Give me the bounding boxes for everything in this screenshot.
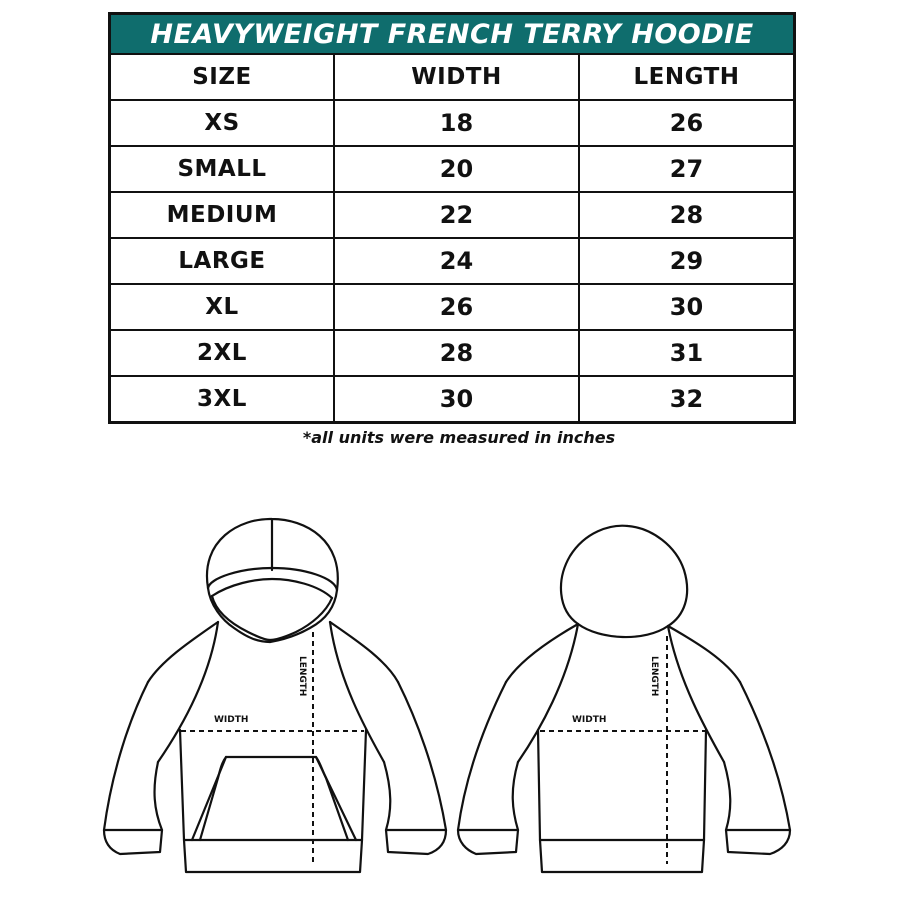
front-width-label: WIDTH	[214, 715, 249, 725]
table-header-row	[110, 54, 795, 100]
cell-width: 20	[334, 146, 579, 192]
cell-width: 22	[334, 192, 579, 238]
cell-size: 3XL	[110, 376, 335, 423]
cell-size: MEDIUM	[110, 192, 335, 238]
cell-width: 28	[334, 330, 579, 376]
cell-length: 29	[579, 238, 795, 284]
cell-length: 26	[579, 100, 795, 146]
cell-width: 24	[334, 238, 579, 284]
cell-size: SMALL	[110, 146, 335, 192]
table-row	[110, 100, 795, 146]
header-width: WIDTH	[334, 54, 579, 100]
cell-length: 32	[579, 376, 795, 423]
table-title: HEAVYWEIGHT FRENCH TERRY HOODIE	[110, 14, 795, 55]
table-row	[110, 192, 795, 238]
table-row	[110, 146, 795, 192]
cell-size: XL	[110, 284, 335, 330]
hoodie-back-illustration	[458, 526, 790, 872]
cell-size: XS	[110, 100, 335, 146]
cell-width: 30	[334, 376, 579, 423]
back-length-label: LENGTH	[649, 656, 659, 697]
header-length: LENGTH	[579, 54, 795, 100]
table-row	[110, 284, 795, 330]
back-width-label: WIDTH	[572, 715, 607, 725]
cell-length: 27	[579, 146, 795, 192]
hoodie-front-illustration	[104, 519, 446, 872]
cell-width: 26	[334, 284, 579, 330]
table-row	[110, 330, 795, 376]
header-size: SIZE	[110, 54, 335, 100]
cell-length: 31	[579, 330, 795, 376]
size-chart-table	[108, 12, 796, 424]
measurement-note: *all units were measured in inches	[302, 428, 616, 447]
table-row	[110, 376, 795, 423]
hoodie-diagram	[0, 500, 918, 880]
table-row	[110, 238, 795, 284]
front-length-label: LENGTH	[297, 656, 307, 697]
cell-length: 28	[579, 192, 795, 238]
cell-size: LARGE	[110, 238, 335, 284]
cell-width: 18	[334, 100, 579, 146]
cell-size: 2XL	[110, 330, 335, 376]
cell-length: 30	[579, 284, 795, 330]
